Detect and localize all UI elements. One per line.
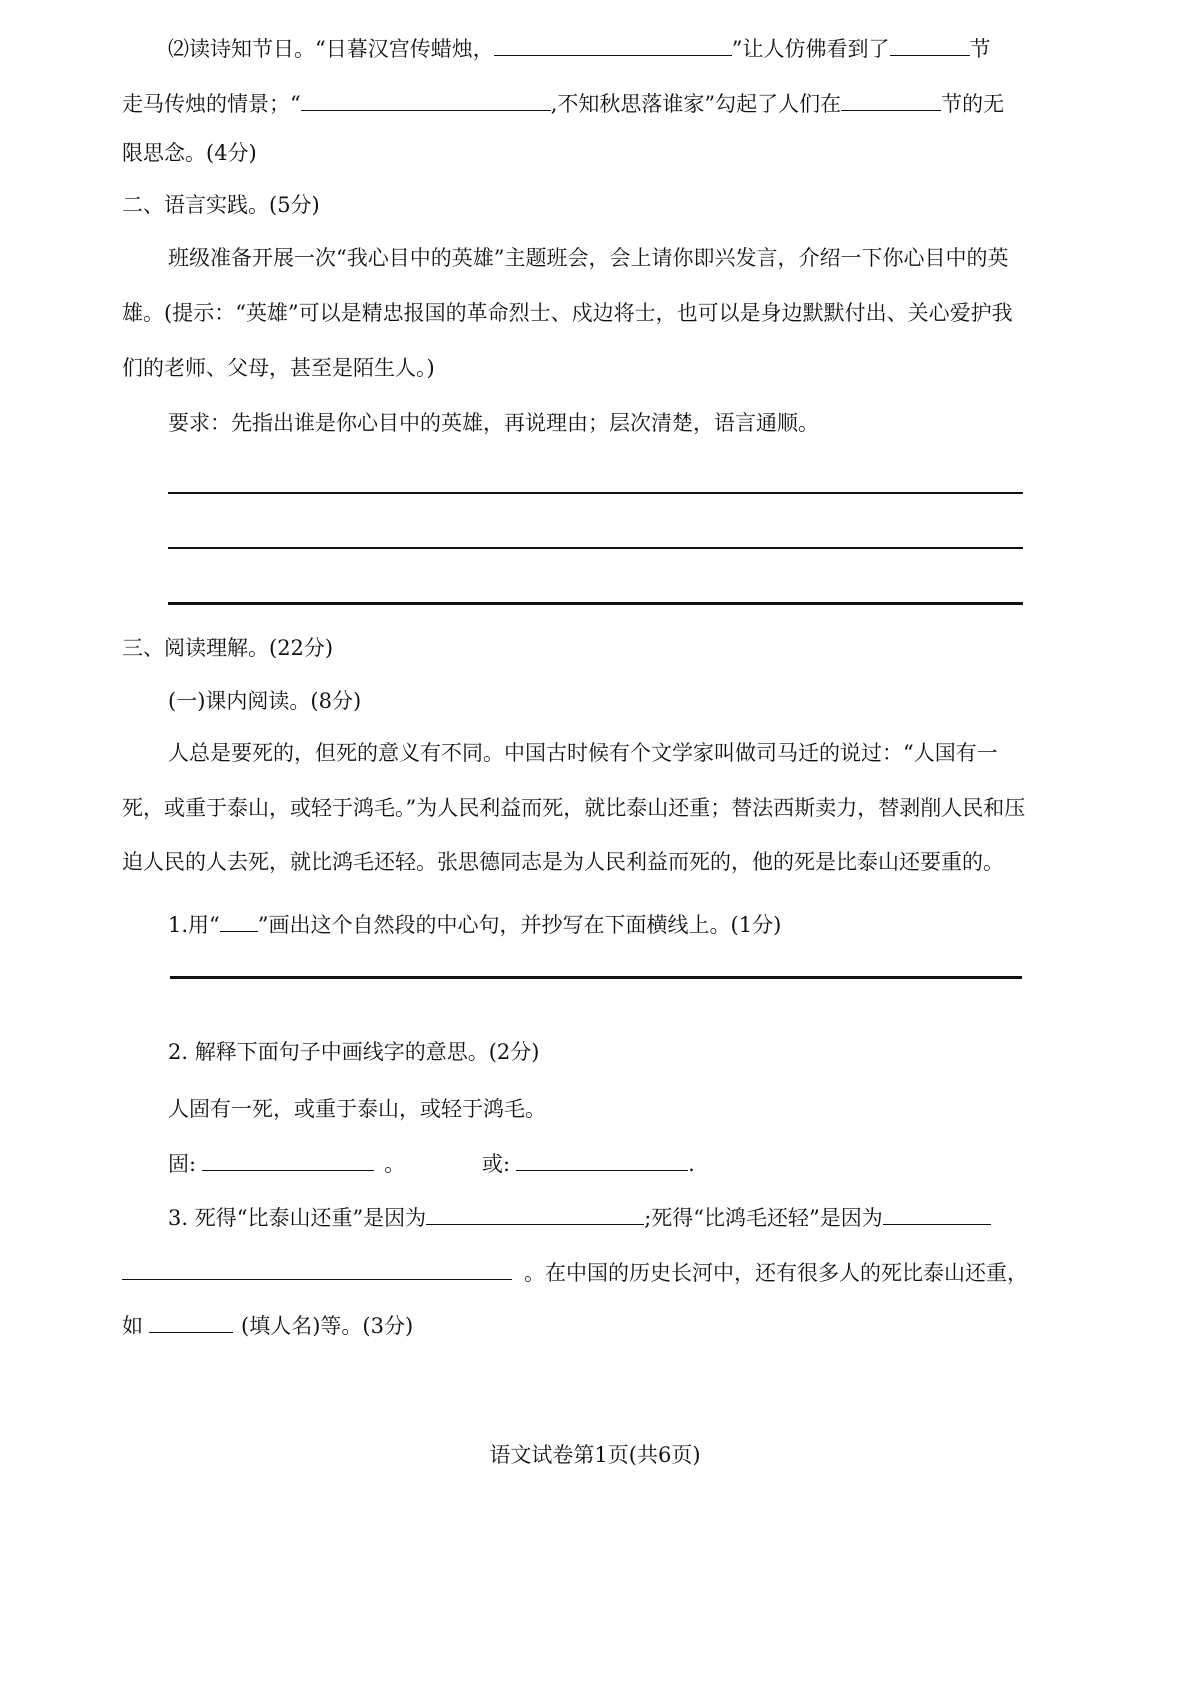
answer-blank[interactable] <box>883 1202 991 1225</box>
section2-para-2: 雄。(提示：“英雄”可以是精忠报国的革命烈士、戍边将士，也可以是身边默默付出、关心爱护我 <box>122 301 1013 325</box>
answer-blank[interactable] <box>149 1310 233 1333</box>
section2-para-1: 班级准备开展一次“我心目中的英雄”主题班会，会上请你即兴发言，介绍一下你心目中的英 <box>168 246 1009 270</box>
section2-heading: 二、语言实践。(5分) <box>122 193 320 217</box>
q2-text-4: 走马传烛的情景；“ <box>122 92 301 116</box>
answer-blank[interactable] <box>841 88 941 111</box>
question-3-text-a: 3. 死得“比泰山还重”是因为 <box>168 1206 427 1230</box>
answer-blank[interactable] <box>426 1202 644 1225</box>
q2-line-2 <box>122 88 1004 118</box>
answer-line[interactable] <box>168 547 1023 549</box>
gu-definition <box>168 1148 405 1178</box>
question-3-line-1 <box>168 1202 991 1232</box>
question-1-text-a: 1.用“ <box>168 913 220 937</box>
passage-line-1: 人总是要死的，但死的意义有不同。中国古时候有个文学家叫做司马迁的说过：“人国有一 <box>168 741 998 765</box>
section2-requirement: 要求：先指出谁是你心目中的英雄，再说理由；层次清楚，语言通顺。 <box>168 411 819 435</box>
huo-definition <box>482 1148 695 1178</box>
q2-text-6: 节的无 <box>941 92 1005 116</box>
answer-line[interactable] <box>168 602 1023 605</box>
answer-blank[interactable] <box>494 33 732 56</box>
q2-text-5: ,不知秋思落谁家”勾起了人们在 <box>550 92 842 116</box>
answer-blank[interactable] <box>301 88 551 111</box>
quote-sentence: 人固有一死，或重于泰山，或轻于鸿毛。 <box>168 1097 546 1121</box>
section3-heading: 三、阅读理解。(22分) <box>122 636 334 660</box>
passage-line-3: 迫人民的人去死，就比鸿毛还轻。张思德同志是为人民利益而死的，他的死是比泰山还要重的。 <box>122 850 1004 874</box>
q2-line-1 <box>168 33 991 63</box>
answer-line[interactable] <box>168 492 1023 494</box>
section3-sub-heading: (一)课内阅读。(8分) <box>168 689 362 713</box>
section2-para-3: 们的老师、父母，甚至是陌生人。) <box>122 356 435 380</box>
answer-blank[interactable] <box>516 1148 688 1171</box>
huo-end: . <box>688 1152 695 1176</box>
question-1-text-b: ”画出这个自然段的中心句，并抄写在下面横线上。(1分) <box>257 913 782 937</box>
question-3-line-2 <box>122 1257 1028 1287</box>
gu-label: 固: <box>168 1152 197 1176</box>
underline-sample <box>220 909 258 932</box>
answer-blank[interactable] <box>202 1148 374 1171</box>
gu-end: 。 <box>384 1152 406 1176</box>
question-3-text-d: 如 <box>122 1314 143 1338</box>
question-2: 2. 解释下面句子中画线字的意思。(2分) <box>168 1040 540 1064</box>
question-3-text-e: (填人名)等。(3分) <box>241 1314 414 1338</box>
question-3-text-b: ;死得“比鸿毛还轻”是因为 <box>644 1206 883 1230</box>
question-3-text-c: 。在中国的历史长河中，还有很多人的死比泰山还重， <box>524 1261 1028 1285</box>
question-1 <box>168 909 781 939</box>
answer-blank[interactable] <box>122 1257 512 1280</box>
page-footer: 语文试卷第1页(共6页) <box>489 1443 701 1467</box>
huo-label: 或: <box>482 1152 511 1176</box>
q2-text-1: ⑵读诗知节日。“日暮汉宫传蜡烛， <box>168 37 494 61</box>
q2-text-3: 节 <box>969 37 991 61</box>
answer-line[interactable] <box>170 976 1022 979</box>
answer-blank[interactable] <box>890 33 970 56</box>
passage-line-2: 死，或重于泰山，或轻于鸿毛。”为人民利益而死，就比泰山还重；替法西斯卖力，替剥削人民和压 <box>122 796 1026 820</box>
question-3-line-3 <box>122 1310 413 1340</box>
q2-line-3: 限思念。(4分) <box>122 141 257 165</box>
q2-text-2: ”让人仿佛看到了 <box>731 37 890 61</box>
